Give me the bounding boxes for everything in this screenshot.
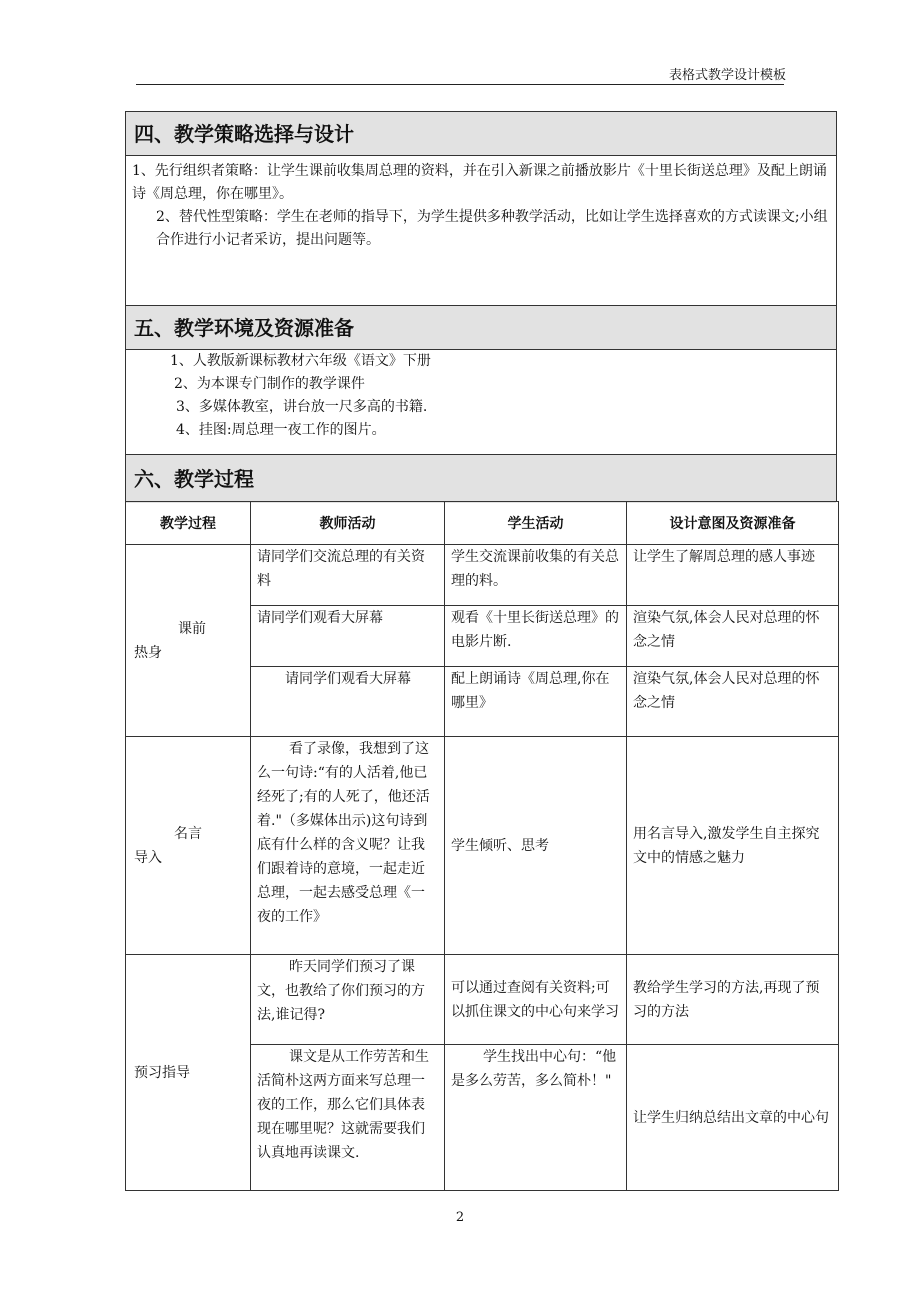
section-process	[125, 454, 837, 502]
strategy-paragraph-1: 1、先行组织者策略：让学生课前收集周总理的资料，并在引入新课之前播放影片《十里长街送总理》及配上朗诵诗《周总理，你在哪里》。	[132, 163, 827, 202]
table-row	[126, 737, 839, 955]
section-resources-title: 五、教学环境及资源准备	[126, 306, 836, 350]
table-header-row	[126, 502, 839, 545]
resource-item: 2、为本课专门制作的教学课件	[174, 376, 365, 392]
section-resources	[125, 305, 837, 455]
resource-item: 1、人教版新课标教材六年级《语文》下册	[170, 353, 431, 369]
stage-label	[126, 737, 251, 955]
resource-item: 4、挂图:周总理一夜工作的图片。	[176, 422, 386, 438]
student-activity: 观看《十里长街送总理》的电影片断.	[445, 606, 627, 667]
teacher-activity: 昨天同学们预习了课文，也教给了你们预习的方法,谁记得?	[251, 955, 445, 1045]
design-intent: 渲染气氛,体会人民对总理的怀念之情	[627, 606, 839, 667]
student-activity: 配上朗诵诗《周总理,你在哪里》	[445, 667, 627, 737]
stage-label-line: 名言	[174, 825, 202, 842]
column-header-intent: 设计意图及资源准备	[627, 502, 839, 545]
design-intent: 让学生了解周总理的感人事迹	[627, 545, 839, 606]
student-activity: 学生交流课前收集的有关总理的料。	[445, 545, 627, 606]
column-header-teacher: 教师活动	[251, 502, 445, 545]
student-activity: 学生倾听、思考	[445, 737, 627, 955]
page-number: 2	[455, 1210, 465, 1225]
resource-item: 3、多媒体教室，讲台放一尺多高的书籍.	[176, 399, 428, 415]
teacher-activity: 课文是从工作劳苦和生活简朴这两方面来写总理一夜的工作，那么它们具体表现在哪里呢？这就需要我们认真地再读课文.	[251, 1045, 445, 1191]
column-header-student: 学生活动	[445, 502, 627, 545]
stage-label: 预习指导	[126, 955, 251, 1191]
student-activity: 学生找出中心句：“他是多么劳苦，多么简朴！"	[445, 1045, 627, 1191]
process-table	[125, 501, 839, 1191]
design-intent: 让学生归纳总结出文章的中心句	[627, 1045, 839, 1191]
design-intent: 用名言导入,激发学生自主探究文中的情感之魅力	[627, 737, 839, 955]
teacher-activity: 请同学们观看大屏幕	[251, 667, 445, 737]
stage-label	[126, 545, 251, 737]
student-activity: 可以通过查阅有关资料;可以抓住课文的中心句来学习	[445, 955, 627, 1045]
teacher-activity: 看了录像，我想到了这么一句诗:“有的人活着,他已经死了;有的人死了，他还活着."（多媒体出示)这句诗到底有什么样的含义呢？让我们跟着诗的意境，一起走近总理，一起去感受总理《一夜的工作》	[251, 737, 445, 955]
strategy-paragraph-2: 2、替代性型策略：学生在老师的指导下，为学生提供多种教学活动，比如让学生选择喜欢的方式读课文;小组合作进行小记者采访，提出问题等。	[156, 209, 828, 248]
table-row	[126, 955, 839, 1045]
stage-label-line: 导入	[134, 849, 162, 866]
header-divider	[136, 84, 784, 85]
teacher-activity: 请同学们观看大屏幕	[251, 606, 445, 667]
stage-label-line: 热身	[134, 644, 162, 661]
design-intent: 教给学生学习的方法,再现了预习的方法	[627, 955, 839, 1045]
table-row	[126, 545, 839, 606]
section-strategy	[125, 111, 837, 306]
column-header-stage: 教学过程	[126, 502, 251, 545]
design-intent: 渲染气氛,体会人民对总理的怀念之情	[627, 667, 839, 737]
section-process-title: 六、教学过程	[126, 455, 836, 503]
stage-label-line: 课前	[178, 620, 206, 637]
section-strategy-title: 四、教学策略选择与设计	[126, 112, 836, 156]
teacher-activity: 请同学们交流总理的有关资料	[251, 545, 445, 606]
page-header-title: 表格式教学设计模板	[668, 68, 786, 83]
